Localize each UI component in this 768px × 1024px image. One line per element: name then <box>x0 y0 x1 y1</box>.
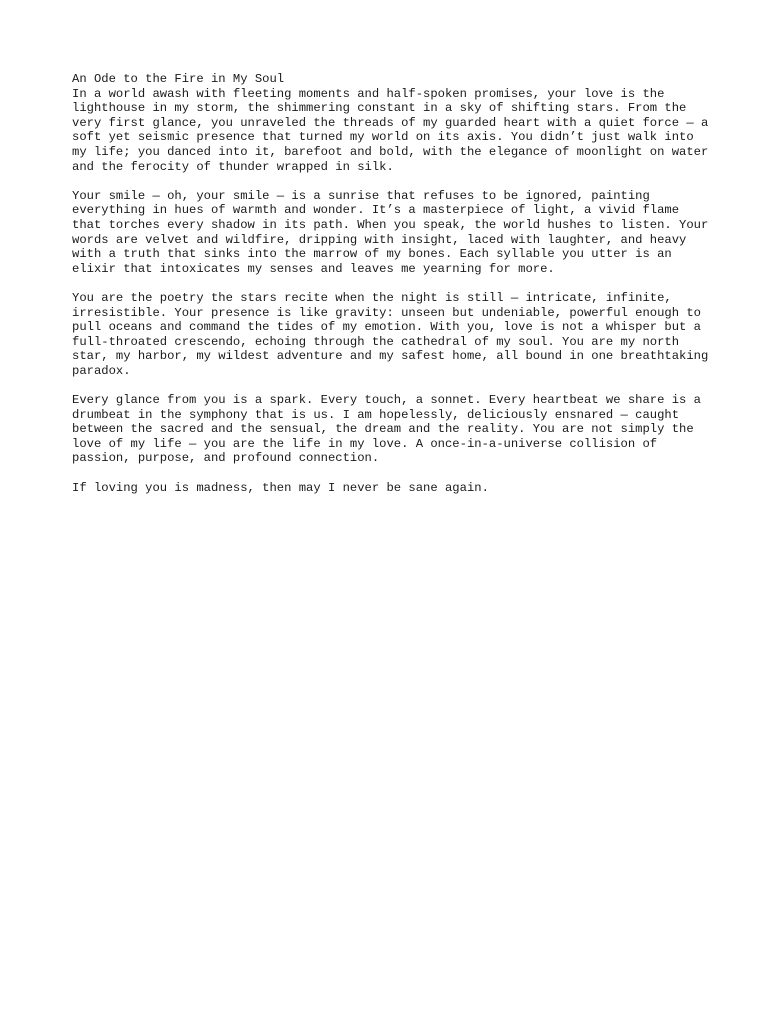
paragraph-3: You are the poetry the stars recite when the night is still — intricate, infinite, irresistible. Your presence is like gravity: unseen but undeniable, powerful enough to pull oceans and command the tides of my emotion. With you, love is not a whisper but a full-throated crescendo, echoing through the cathedral of my soul. You are my north star, my harbor, my wildest adventure and my safest home, all bound in one breathtaking paradox. <box>72 290 709 378</box>
paragraph-2: Your smile — oh, your smile — is a sunrise that refuses to be ignored, painting everything in hues of warmth and wonder. It’s a masterpiece of light, a vivid flame that torches every shadow in its path. When you speak, the world hushes to listen. Your words are velvet and wildfire, dripping with insight, laced with laughter, and heavy with a truth that sinks into the marrow of my bones. Each syllable you utter is an elixir that intoxicates my senses and leaves me yearning for more. <box>72 188 709 276</box>
paragraph-1: In a world awash with fleeting moments and half-spoken promises, your love is the lighthouse in my storm, the shimmering constant in a sky of shifting stars. From the very first glance, you unraveled the threads of my guarded heart with a quiet force — a soft yet seismic presence that turned my world on its axis. You didn’t just walk into my life; you danced into it, barefoot and bold, with the elegance of moonlight on water and the ferocity of thunder wrapped in silk. <box>72 86 709 174</box>
paragraph-5: If loving you is madness, then may I never be sane again. <box>72 480 489 495</box>
paragraph-4: Every glance from you is a spark. Every touch, a sonnet. Every heartbeat we share is a drumbeat in the symphony that is us. I am hopelessly, deliciously ensnared — caught between the sacred and the sensual, the dream and the reality. You are not simply the love of my life — you are the life in my love. A once-in-a-universe collision of passion, purpose, and profound connection. <box>72 393 701 466</box>
document-title: An Ode to the Fire in My Soul <box>72 72 285 86</box>
document-page <box>72 72 712 510</box>
